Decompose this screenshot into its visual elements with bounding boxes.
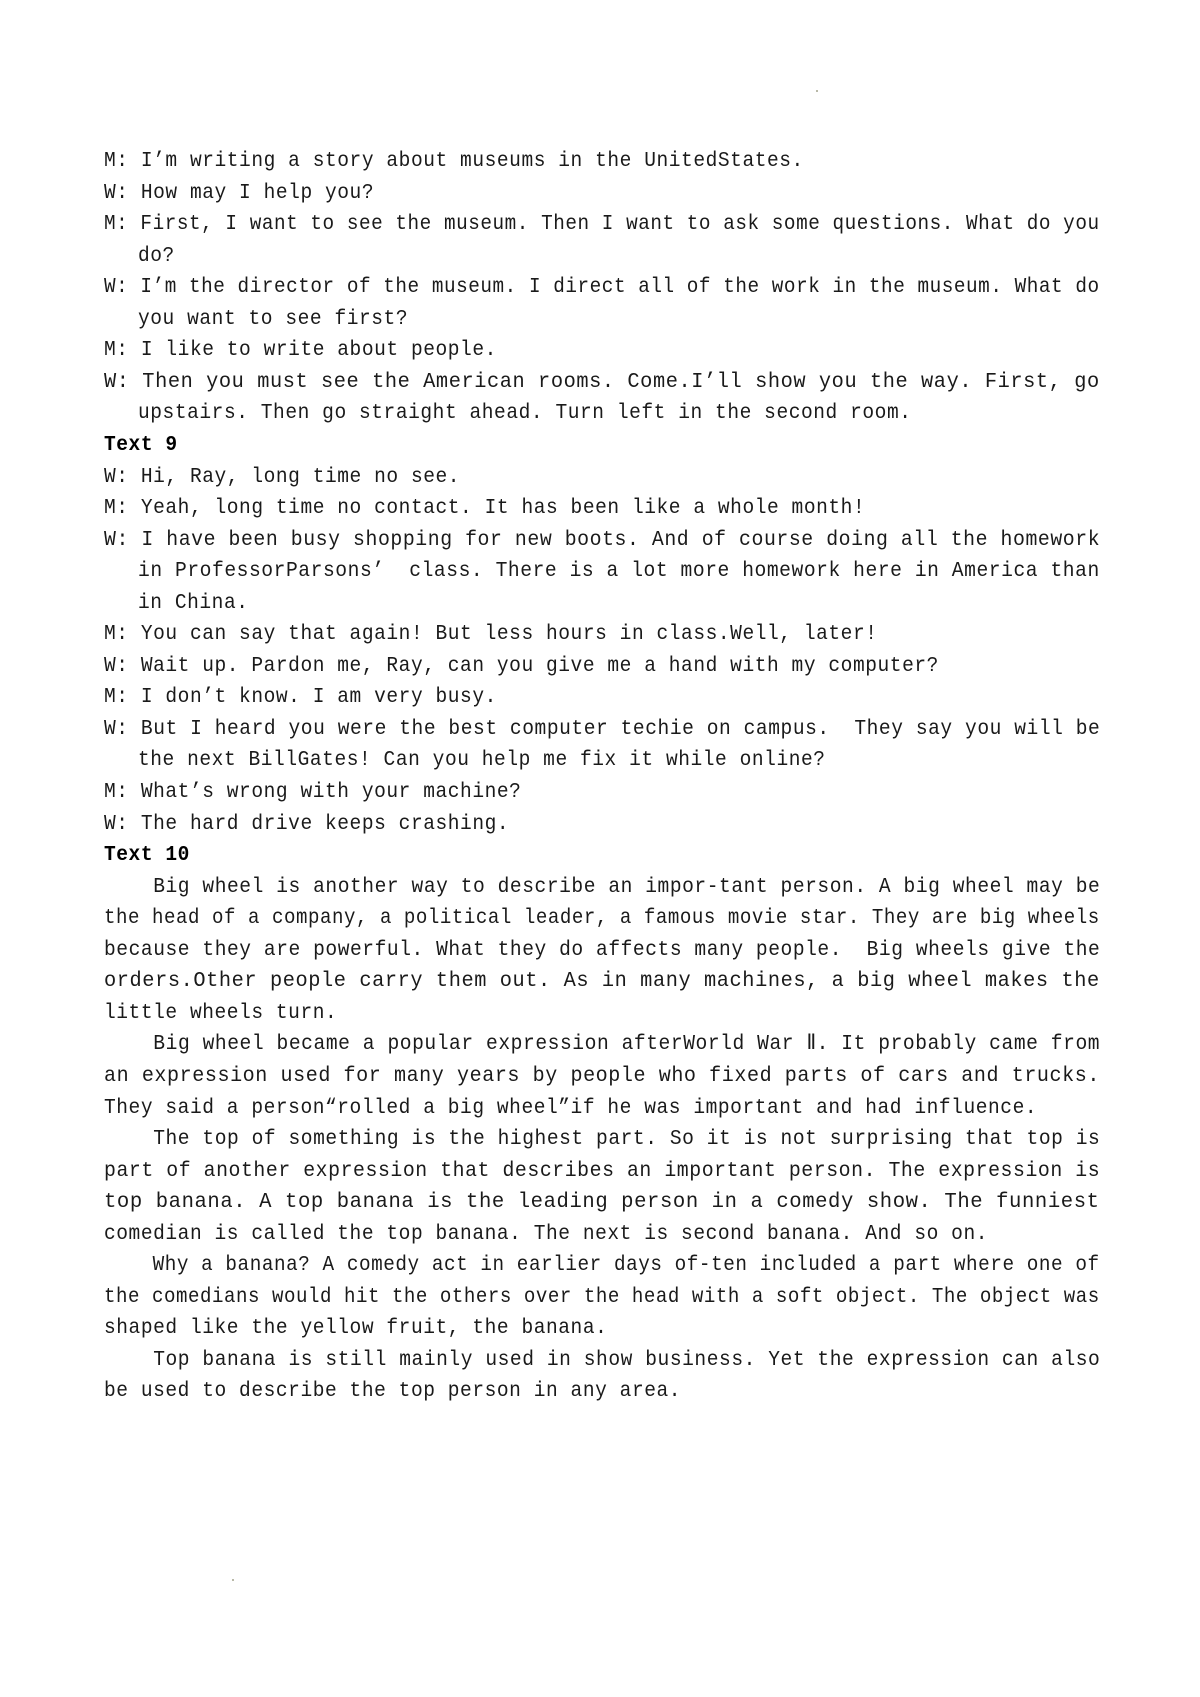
paragraph-line: Big wheel is another way to describe an impor-tant person. A big wheel may be	[104, 875, 1101, 899]
dialogue-line: W: Wait up. Pardon me, Ray, can you give me a hand with my computer?	[104, 654, 939, 678]
paragraph-line: orders.Other people carry them out. As in many machines, a big wheel makes the	[104, 970, 1100, 994]
section-heading-text-10: Text 10	[104, 844, 190, 868]
dialogue-line: W: But I heard you were the best computer techie on campus. They say you will be	[104, 717, 1101, 741]
dialogue-line: M: What’s wrong with your machine?	[104, 781, 522, 804]
paragraph-line: Top banana is still mainly used in show business. Yet the expression can also	[104, 1348, 1101, 1372]
dialogue-continuation-line: in China.	[138, 591, 249, 615]
dialogue-line: M: I like to write about people.	[104, 339, 497, 363]
scan-speck	[816, 90, 818, 92]
dialogue-line: W: Then you must see the American rooms. Come.I’ll show you the way. First, go	[104, 370, 1100, 394]
dialogue-line: M: I don’t know. I am very busy.	[104, 686, 497, 710]
paragraph-line: part of another expression that describes an important person. The expression is	[104, 1159, 1101, 1183]
dialogue-line: W: I have been busy shopping for new boots. And of course doing all the homework	[104, 528, 1101, 552]
dialogue-continuation-line: the next BillGates! Can you help me fix it while online?	[138, 749, 826, 773]
dialogue-continuation-line: upstairs. Then go straight ahead. Turn left in the second room.	[138, 402, 912, 426]
paragraph-line: the head of a company, a political leader, a famous movie star. They are big wheels	[104, 907, 1100, 931]
paragraph-line: because they are powerful. What they do affects many people. Big wheels give the	[104, 938, 1101, 962]
dialogue-line: M: Yeah, long time no contact. It has been like a whole month!	[104, 497, 866, 521]
dialogue-line: M: First, I want to see the museum. Then I want to ask some questions. What do you	[104, 213, 1100, 237]
dialogue-continuation-line: you want to see first?	[138, 307, 409, 331]
paragraph-line: comedian is called the top banana. The next is second banana. And so on.	[104, 1222, 989, 1246]
paragraph-line: Why a banana? A comedy act in earlier days of-ten included a part where one of	[104, 1254, 1100, 1278]
paragraph-line: top banana. A top banana is the leading person in a comedy show. The funniest	[104, 1191, 1100, 1215]
dialogue-line: W: How may I help you?	[104, 181, 375, 205]
paragraph-line: shaped like the yellow fruit, the banana.	[104, 1317, 608, 1341]
paragraph-line: The top of something is the highest part. So it is not surprising that top is	[104, 1128, 1101, 1152]
paragraph-line: Big wheel became a popular expression afterWorld War Ⅱ. It probably came from	[104, 1033, 1101, 1057]
dialogue-line: W: The hard drive keeps crashing.	[104, 812, 510, 836]
paragraph-line: little wheels turn.	[104, 1001, 338, 1025]
section-heading-text-9: Text 9	[104, 433, 178, 457]
scan-speck	[232, 1579, 234, 1581]
dialogue-line: M: I’m writing a story about museums in the UnitedStates.	[104, 150, 804, 173]
paragraph-line: be used to describe the top person in any area.	[104, 1380, 682, 1404]
dialogue-continuation-line: in ProfessorParsons’ class. There is a lot more homework here in America than	[138, 560, 1100, 584]
paragraph-line: the comedians would hit the others over the head with a soft object. The object was	[104, 1285, 1100, 1309]
paragraph-line: They said a person“rolled a big wheel”if he was important and had influence.	[104, 1096, 1038, 1120]
dialogue-line: W: Hi, Ray, long time no see.	[104, 465, 461, 489]
dialogue-line: W: I’m the director of the museum. I direct all of the work in the museum. What do	[104, 276, 1100, 300]
paragraph-line: an expression used for many years by people who fixed parts of cars and trucks.	[104, 1064, 1100, 1088]
dialogue-continuation-line: do?	[138, 244, 175, 268]
dialogue-line: M: You can say that again! But less hours in class.Well, later!	[104, 623, 878, 647]
